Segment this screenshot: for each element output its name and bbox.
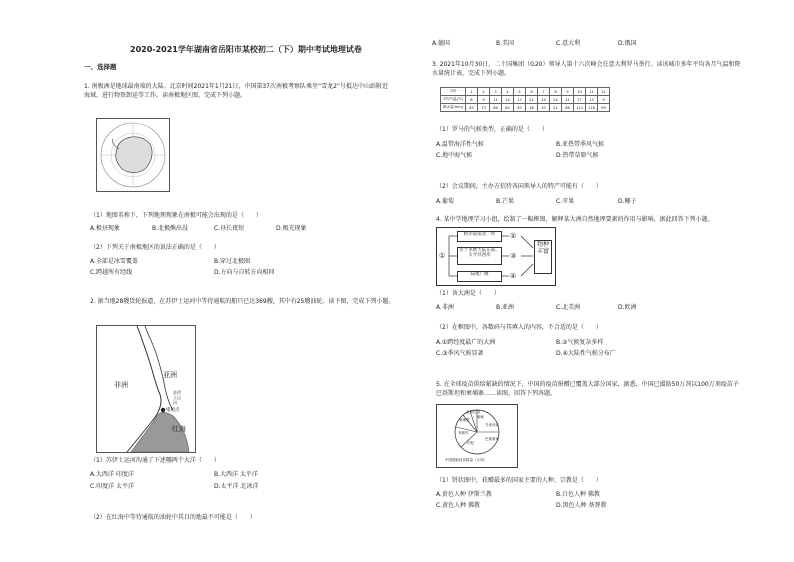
question-3-intro: 3. 2021年10月30日，二十国集团（G20）领导人第十六次峰会在意大利罗马举行。读该城市多年平均各月气温和降水量统计表，完成下列小题。 bbox=[432, 61, 741, 77]
q1-1-option-a[interactable]: A.极昼现象 bbox=[90, 225, 120, 232]
map-label-africa: 非洲 bbox=[114, 381, 128, 389]
table-cell: 62 bbox=[502, 104, 514, 112]
q3-2-option-b[interactable]: B.芒果 bbox=[496, 198, 515, 205]
table-cell: 21 bbox=[562, 96, 574, 104]
flow-node-4: ④ bbox=[510, 272, 517, 280]
table-cell: 22 bbox=[550, 104, 562, 112]
q3-2-option-d[interactable]: D.椰子 bbox=[618, 198, 637, 205]
question-2-1: （1）苏伊士运河沟通了下述哪两个大洋（ ） bbox=[90, 457, 220, 464]
table-row bbox=[441, 96, 610, 104]
flow-output: 物种丰富 bbox=[534, 240, 552, 274]
table-cell: 13 bbox=[586, 96, 598, 104]
table-cell: 3 bbox=[490, 88, 502, 96]
table-cell: 降水量(mm) bbox=[441, 104, 466, 112]
table-cell: 66 bbox=[490, 104, 502, 112]
question-2-intro: 2. 据当地28艘货轮报道，在苏伊士运河中等待通航的船只已达369艘，其中有25艘油轮。读下图，完成下列小题。 bbox=[90, 298, 395, 305]
q1-2-option-c[interactable]: C.跨越所有经线 bbox=[90, 269, 133, 276]
table-cell: 1 bbox=[466, 88, 478, 96]
question-1-intro: 1. 南极洲是地球最南端的大陆。北京时间2021年1月21日，中国第37次南极考察队乘坐“雪龙2”号抵达中山站附近海域，进行物资卸运等工作。读南极地区图，完成下列小题。 bbox=[84, 83, 389, 99]
q4-2-option-a[interactable]: A.①跨经度最广的大洲 bbox=[436, 339, 496, 346]
q3-1-option-d[interactable]: D.热带草原气候 bbox=[556, 152, 599, 159]
table-cell: 9 bbox=[598, 96, 610, 104]
table-cell: 17 bbox=[574, 96, 586, 104]
flow-box-3: 陆地广阔 bbox=[457, 271, 502, 282]
question-4-intro: 4. 某中学地理学习小组，绘制了一幅框图，解释某大洲自然地理要素的作用与影响，据此回答下列小题。 bbox=[436, 216, 714, 223]
q1-2-option-a[interactable]: A.全部是冰雪覆盖 bbox=[90, 258, 138, 265]
table-cell: 99 bbox=[598, 104, 610, 112]
q1-2-option-b[interactable]: B.穿过北极圈 bbox=[214, 258, 251, 265]
pie-caption: 中国援助疫苗数量（万剂） bbox=[445, 458, 487, 462]
table-cell: 6 bbox=[526, 88, 538, 96]
top-option-d[interactable]: D.俄国 bbox=[618, 40, 637, 47]
q2-1-option-c[interactable]: C.印度洋 太平洋 bbox=[90, 483, 135, 490]
table-cell: 9 bbox=[562, 88, 574, 96]
pie-label-indonesia: 印尼 bbox=[467, 441, 474, 445]
table-cell: 113 bbox=[574, 104, 586, 112]
table-cell: 17 bbox=[514, 96, 526, 104]
table-cell: 8 bbox=[550, 88, 562, 96]
q2-1-option-d[interactable]: D.太平洋 北冰洋 bbox=[214, 483, 259, 490]
flow-node-1: ① bbox=[439, 252, 446, 260]
q1-1-option-c[interactable]: C.昼长夜短 bbox=[214, 225, 245, 232]
q5-1-option-b[interactable]: B.白色人种 佛教 bbox=[556, 491, 600, 498]
flow-box-1: 跨赤道南北一带 bbox=[457, 231, 502, 242]
table-cell: 24 bbox=[550, 96, 562, 104]
q1-1-option-b[interactable]: B.北极熊出没 bbox=[152, 225, 189, 232]
question-5-intro: 5. 在全球疫苗供给紧缺的情况下，中国的疫苗捐赠已覆盖大部分国家，据悉，中国已援助50万剂以100万剂疫苗予巴基斯坦和柬埔寨……读图，回答下列各题。 bbox=[436, 381, 739, 397]
table-cell: 18 bbox=[526, 104, 538, 112]
pie-label-malaysia: 马来西亚 bbox=[485, 423, 499, 427]
q4-1-option-b[interactable]: B.亚洲 bbox=[496, 304, 515, 311]
top-option-c[interactable]: C.意大利 bbox=[556, 40, 581, 47]
pie-label-pakistan: 巴基斯坦 bbox=[485, 437, 499, 441]
map-label-red-sea: 红海 bbox=[172, 425, 186, 433]
q4-1-option-d[interactable]: D.欧洲 bbox=[618, 304, 637, 311]
table-cell: 11 bbox=[586, 88, 598, 96]
question-4-1: （1）该大洲是（ ） bbox=[436, 290, 500, 297]
pie-label-cambodia: 柬埔寨 bbox=[459, 418, 470, 422]
antarctica-map bbox=[96, 118, 170, 192]
q2-1-option-b[interactable]: B.大西洋 太平洋 bbox=[214, 471, 258, 478]
page-title: 2020-2021学年湖南省岳阳市某校初二（下）期中考试地理试卷 bbox=[130, 45, 362, 54]
table-row bbox=[441, 104, 610, 112]
pie-label-philippines: 菲律宾 bbox=[458, 431, 469, 435]
question-4-2: （2）在框图中，各数码与其填入的内容，不合适的是（ ） bbox=[436, 324, 602, 331]
top-option-a[interactable]: A.德国 bbox=[432, 40, 450, 47]
q3-1-option-a[interactable]: A.温带海洋性气候 bbox=[436, 141, 484, 148]
table-cell: 5 bbox=[514, 88, 526, 96]
table-cell: 50 bbox=[514, 104, 526, 112]
table-cell: 24 bbox=[538, 96, 550, 104]
q5-1-option-a[interactable]: A.黄色人种 伊斯兰教 bbox=[436, 491, 492, 498]
climate-table bbox=[440, 87, 610, 112]
q3-2-option-a[interactable]: A.葡萄 bbox=[436, 198, 454, 205]
table-cell: 68 bbox=[562, 104, 574, 112]
top-option-b[interactable]: B.美国 bbox=[496, 40, 515, 47]
pie-label-bangladesh: 孟加拉国 bbox=[466, 410, 480, 414]
table-cell: 7 bbox=[538, 88, 550, 96]
q4-2-option-d[interactable]: D.④大陆性气候分布广 bbox=[556, 350, 616, 357]
question-1-2: （2）下列关于南极地区的说法正确的是（ ） bbox=[90, 244, 220, 251]
question-3-1: （1）罗马的气候类型，正确的是（ ） bbox=[436, 126, 548, 133]
q3-1-option-c[interactable]: C.地中海气候 bbox=[436, 152, 473, 159]
q1-1-option-d[interactable]: D.极光现象 bbox=[276, 225, 307, 232]
table-row bbox=[441, 88, 610, 96]
flow-box-2: 位于亚欧大陆东部，太平洋西岸 bbox=[457, 247, 502, 265]
q3-1-option-b[interactable]: B.亚热带季风气候 bbox=[556, 141, 605, 148]
question-1-1: （1）地图名称下，下列地理现象在南极可能会出现的是（ ） bbox=[90, 212, 262, 219]
flow-diagram bbox=[436, 227, 556, 286]
section-heading: 一、选择题 bbox=[84, 63, 117, 71]
table-cell: 116 bbox=[586, 104, 598, 112]
question-3-2: （2）会议期间，主办方招待各国领导人的特产可能有（ ） bbox=[436, 183, 602, 190]
table-cell: 8 bbox=[466, 96, 478, 104]
map-label-asia: 亚洲 bbox=[163, 371, 177, 379]
q4-1-option-c[interactable]: C.北美洲 bbox=[556, 304, 581, 311]
table-cell: 2 bbox=[478, 88, 490, 96]
table-cell: 9 bbox=[478, 96, 490, 104]
map-label-canal: 苏伊士运河 bbox=[173, 390, 181, 405]
table-cell: 平均气温(℃) bbox=[441, 96, 466, 104]
vaccine-pie-figure bbox=[436, 404, 518, 468]
q4-1-option-a[interactable]: A.非洲 bbox=[436, 304, 454, 311]
question-5-1: （1）饼状图中，获赠最多的国家主要的人种、宗教是（ ） bbox=[436, 477, 602, 484]
q1-2-option-d[interactable]: D.方向与自转方向相同 bbox=[214, 269, 275, 276]
table-cell: 12 bbox=[598, 88, 610, 96]
pie-label-myanmar: 缅甸 bbox=[477, 415, 484, 419]
q5-1-option-c[interactable]: C.黄色人种 佛教 bbox=[436, 502, 481, 509]
q4-2-option-b[interactable]: B.②气候复杂多样 bbox=[556, 339, 604, 346]
table-cell: 11 bbox=[490, 96, 502, 104]
suez-canal-map bbox=[96, 325, 196, 453]
flow-node-3: ③ bbox=[510, 252, 517, 260]
table-cell: 22 bbox=[526, 96, 538, 104]
q3-2-option-c[interactable]: C.苹果 bbox=[556, 198, 575, 205]
table-cell: 4 bbox=[502, 88, 514, 96]
table-cell: 月份 bbox=[441, 88, 466, 96]
q5-1-option-d[interactable]: D.黑色人种 基督教 bbox=[556, 502, 607, 509]
q4-2-option-c[interactable]: C.③季风气候显著 bbox=[436, 350, 484, 357]
table-cell: 10 bbox=[574, 88, 586, 96]
map-label-block-point: 堵船点 bbox=[166, 408, 180, 413]
table-cell: 73 bbox=[478, 104, 490, 112]
q2-1-option-a[interactable]: A.大西洋 印度洋 bbox=[90, 471, 134, 478]
flow-node-2: ② bbox=[510, 232, 517, 240]
question-2-2: （2）在红海中等待通航的油轮中其目的地最不可能是（ ） bbox=[90, 514, 256, 521]
table-cell: 10 bbox=[538, 104, 550, 112]
table-cell: 14 bbox=[502, 96, 514, 104]
table-cell: 83 bbox=[466, 104, 478, 112]
